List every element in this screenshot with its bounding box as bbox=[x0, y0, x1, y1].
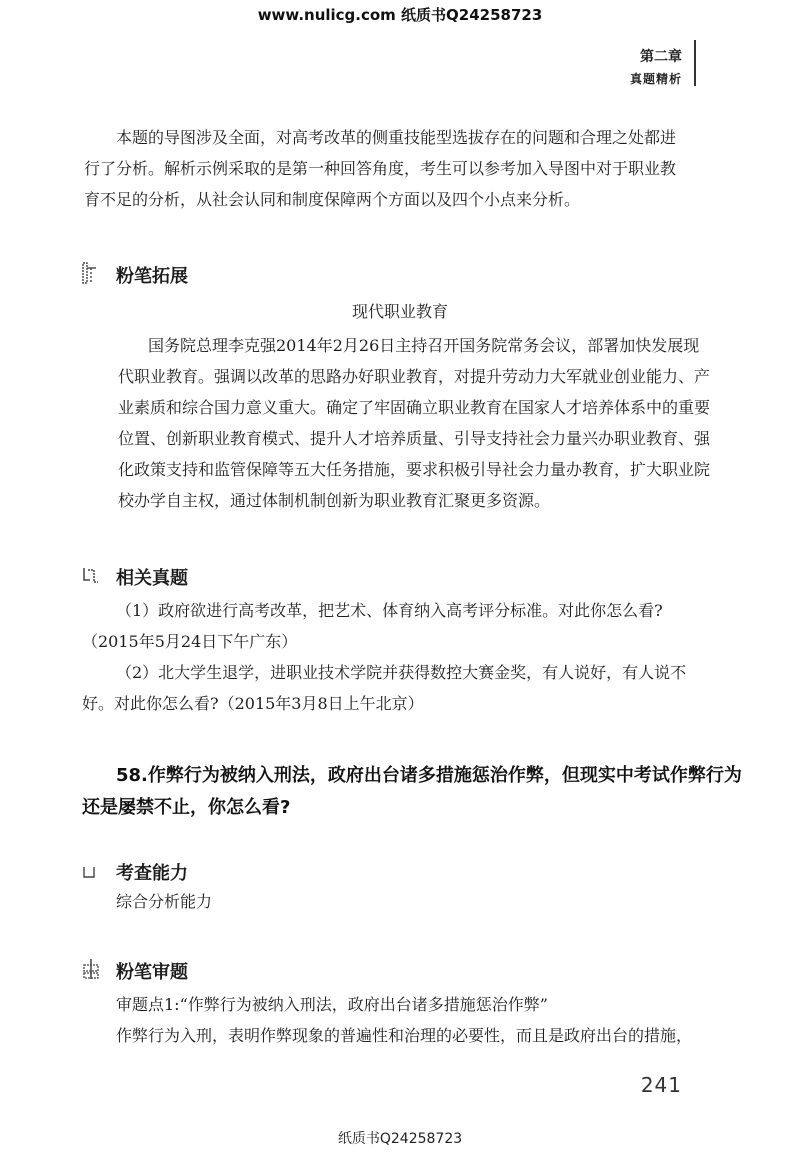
related-line: （2）北大学生退学，进职业技术学院并获得数控大赛金奖，有人说好，有人说不 bbox=[116, 663, 687, 682]
related-line: （1）政府欲进行高考改革，把艺术、体育纳入高考评分标准。对此你怎么看? bbox=[116, 601, 663, 620]
extension-line: 位置、创新职业教育模式、提升人才培养质量、引导支持社会力量兴办职业教育、强 bbox=[118, 429, 711, 448]
review-title: 粉笔审题 bbox=[116, 962, 188, 983]
extension-line: 代职业教育。强调以改革的思路办好职业教育，对提升劳动力大军就业创业能力、产 bbox=[118, 367, 711, 386]
bottom-watermark: 纸质书Q24258723 bbox=[337, 1131, 463, 1147]
extension-title: 粉笔拓展 bbox=[116, 266, 188, 287]
intro-line: 育不足的分析，从社会认同和制度保障两个方面以及四个小点来分析。 bbox=[84, 190, 581, 209]
extension-paragraph bbox=[118, 330, 711, 516]
question-line: 58.作弊行为被纳入刑法，政府出台诸多措施惩治作弊，但现实中考试作弊行为 bbox=[116, 765, 742, 786]
top-watermark: www.nulicg.com 纸质书Q24258723 bbox=[257, 6, 543, 24]
chapter-title: 第二章 bbox=[640, 49, 682, 65]
intro-line: 本题的导图涉及全面，对高考改革的侧重技能型选拔存在的问题和合理之处都进 bbox=[116, 128, 677, 147]
question-line: 还是屡禁不止，你怎么看? bbox=[82, 797, 291, 818]
extension-line: 业素质和综合国力意义重大。确定了牢固确立职业教育在国家人才培养体系中的重要 bbox=[118, 398, 711, 417]
page-number: 241 bbox=[640, 1073, 682, 1097]
extension-line: 化政策支持和监管保障等五大任务措施，要求积极引导社会力量办教育，扩大职业院 bbox=[118, 460, 711, 479]
chapter-divider bbox=[694, 40, 696, 86]
ability-icon bbox=[82, 864, 98, 882]
review-line: 作弊行为入刑，表明作弊现象的普遍性和治理的必要性，而且是政府出台的措施， bbox=[116, 1026, 693, 1045]
review-icon bbox=[82, 958, 98, 976]
ability-line: 综合分析能力 bbox=[116, 892, 213, 911]
review-paragraph bbox=[116, 989, 716, 1051]
related-line: 好。对此你怎么看?（2015年3月8日上午北京） bbox=[82, 694, 424, 713]
extension-line: 国务院总理李克强2014年2月26日主持召开国务院常务会议，部署加快发展现 bbox=[148, 336, 700, 355]
related-line: （2015年5月24日下午广东） bbox=[82, 632, 298, 651]
intro-paragraph bbox=[84, 122, 696, 215]
question-58 bbox=[82, 760, 742, 824]
chalk-extension-icon bbox=[82, 262, 98, 280]
intro-line: 行了分析。解析示例采取的是第一种回答角度，考生可以参考加入导图中对于职业教 bbox=[84, 159, 677, 178]
ability-title: 考查能力 bbox=[116, 863, 188, 884]
extension-line: 校办学自主权，通过体制机制创新为职业教育汇聚更多资源。 bbox=[118, 491, 551, 510]
chapter-subtitle: 真题精析 bbox=[629, 72, 682, 86]
ability-text bbox=[116, 886, 696, 917]
related-title: 相关真题 bbox=[116, 568, 188, 589]
related-paragraph bbox=[82, 595, 702, 719]
extension-subtitle: 现代职业教育 bbox=[351, 302, 448, 321]
review-line: 审题点1:“作弊行为被纳入刑法，政府出台诸多措施惩治作弊” bbox=[116, 995, 548, 1014]
related-questions-icon bbox=[82, 566, 98, 584]
